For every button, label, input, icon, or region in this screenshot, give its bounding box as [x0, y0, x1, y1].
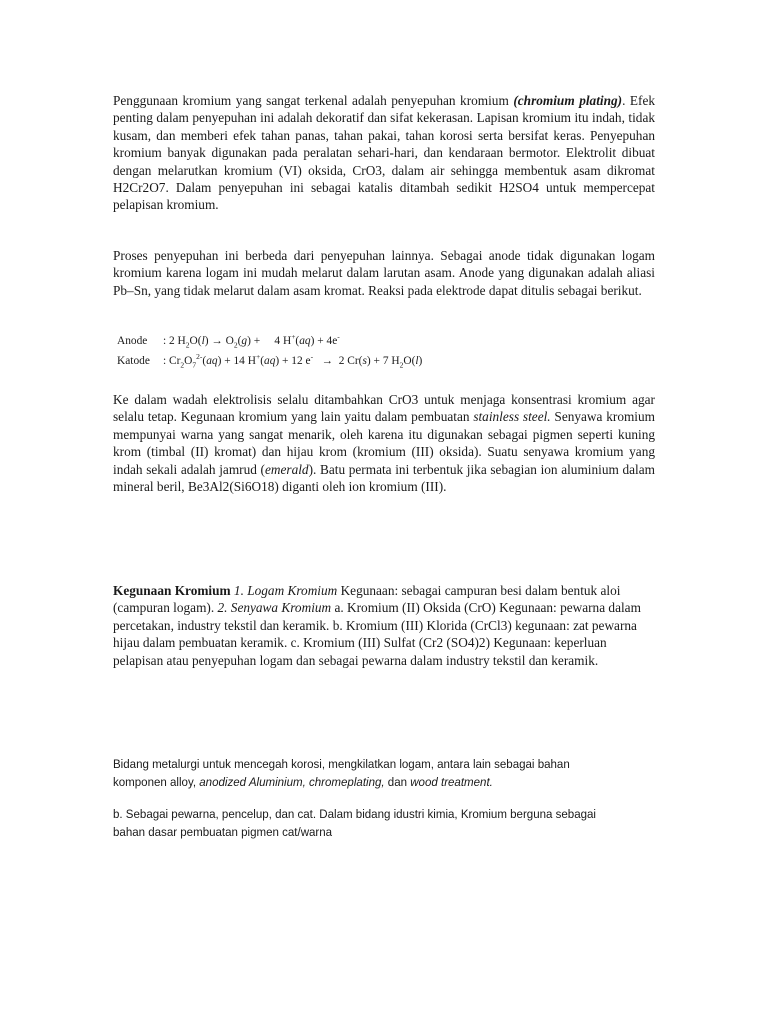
kegunaan-heading: Kegunaan Kromium [113, 583, 231, 598]
paragraph-pewarna: b. Sebagai pewarna, pencelup, dan cat. Dalam bidang idustri kimia, Kromium berguna sebagai bahan dasar pembuatan pigmen cat/warna [113, 807, 596, 839]
paragraph-chromium-plating [113, 92, 655, 214]
stainless-steel-term: stainless steel. [473, 409, 551, 425]
paragraph-kegunaan-kromium: Kegunaan Kromium 1. Logam Kromium Kegunaan: sebagai campuran besi dalam bentuk aloi (campuran logam). 2. Senyawa Kromium a. Kromium (II) Oksida (CrO) Kegunaan: pewarna dalam percetakan, industry tekstil dan keramik. b. Kromium (III) Klorida (CrCl3) kegunaan: zat pewarna hijau dalam pembuatan keramik. c. Kromium (III) Sulfat (Cr2 (SO4)2) Kegunaan: keperluan pelapisan atau penyepuhan logam dan sebagai pewarna dalam industry tekstil dan keramik. [113, 583, 641, 668]
katode-label: Katode [117, 355, 150, 367]
emerald-term: emerald [264, 461, 309, 477]
p1-chromium-plating-term: (chromium plating) [513, 93, 623, 108]
p1-text-a: Penggunaan kromium yang sangat terkenal adalah penyepuhan kromium [113, 93, 514, 108]
paragraph-anode-process: Proses penyepuhan ini berbeda dari penyepuhan lainnya. Sebagai anode tidak digunakan logam kromium karena logam ini mudah melarut dalam larutan asam. Anode yang digunakan adalah aliasi Pb–Sn, yang tidak melarut dalam asam kromat. Reaksi pada elektrode dapat ditulis sebagai berikut. [113, 248, 655, 298]
p1-text-c: . Efek penting dalam penyepuhan ini adalah dekoratif dan sifat kekerasan. Lapisan kromium itu indah, tidak kusam, dan memberi efek tahan panas, tahan pakai, tahan korosi serta bersifat keras. Penyepuhan kromium banyak digunakan pada peralatan sehari-hari, dan kendaraan bermotor. Elektrolit dibuat dengan melarutkan kromium (VI) oksida, CrO3, dalam air sehingga membentuk asam dikromat H2Cr2O7. Dalam penyepuhan ini sebagai katalis ditambah sedikit H2SO4 untuk mempercepat pelapisan kromium. [113, 93, 656, 213]
paragraph-metalurgi: Bidang metalurgi untuk mencegah korosi, mengkilatkan logam, antara lain sebagai bahan komponen alloy, anodized Aluminium, chromeplating, dan wood treatment. [113, 757, 570, 789]
paragraph-other-uses: Ke dalam wadah elektrolisis selalu ditambahkan CrO3 untuk menjaga konsentrasi kromium agar selalu tetap. Kegunaan kromium yang lain yaitu dalam pembuatan stainless steel. Senyawa kromium mempunyai warna yang sangat menarik, oleh karena itu digunakan sebagai pigmen seperti kuning krom (timbal (II) kromat) dan hijau krom (kromium (III) oksida). Suatu senyawa kromium yang indah sekali adalah jamrud (emerald). Batu permata ini terbentuk jika sebagian ion aluminium dalam mineral beril, Be3Al2(Si6O18) diganti oleh ion kromium (III). [113, 392, 655, 495]
reaction-anode: Anode : 2 $H_2O(l) \to O_2(g)$ + 4 H+(aq) + 4e- [117, 332, 340, 350]
anode-label: Anode [117, 335, 148, 347]
reaction-katode: Katode : $Cr_2O_7^{2-}(aq) + 14$ H+(aq) + 12 e- → 2 Cr(s) + 7 $H_2O(l)$ [117, 352, 423, 370]
